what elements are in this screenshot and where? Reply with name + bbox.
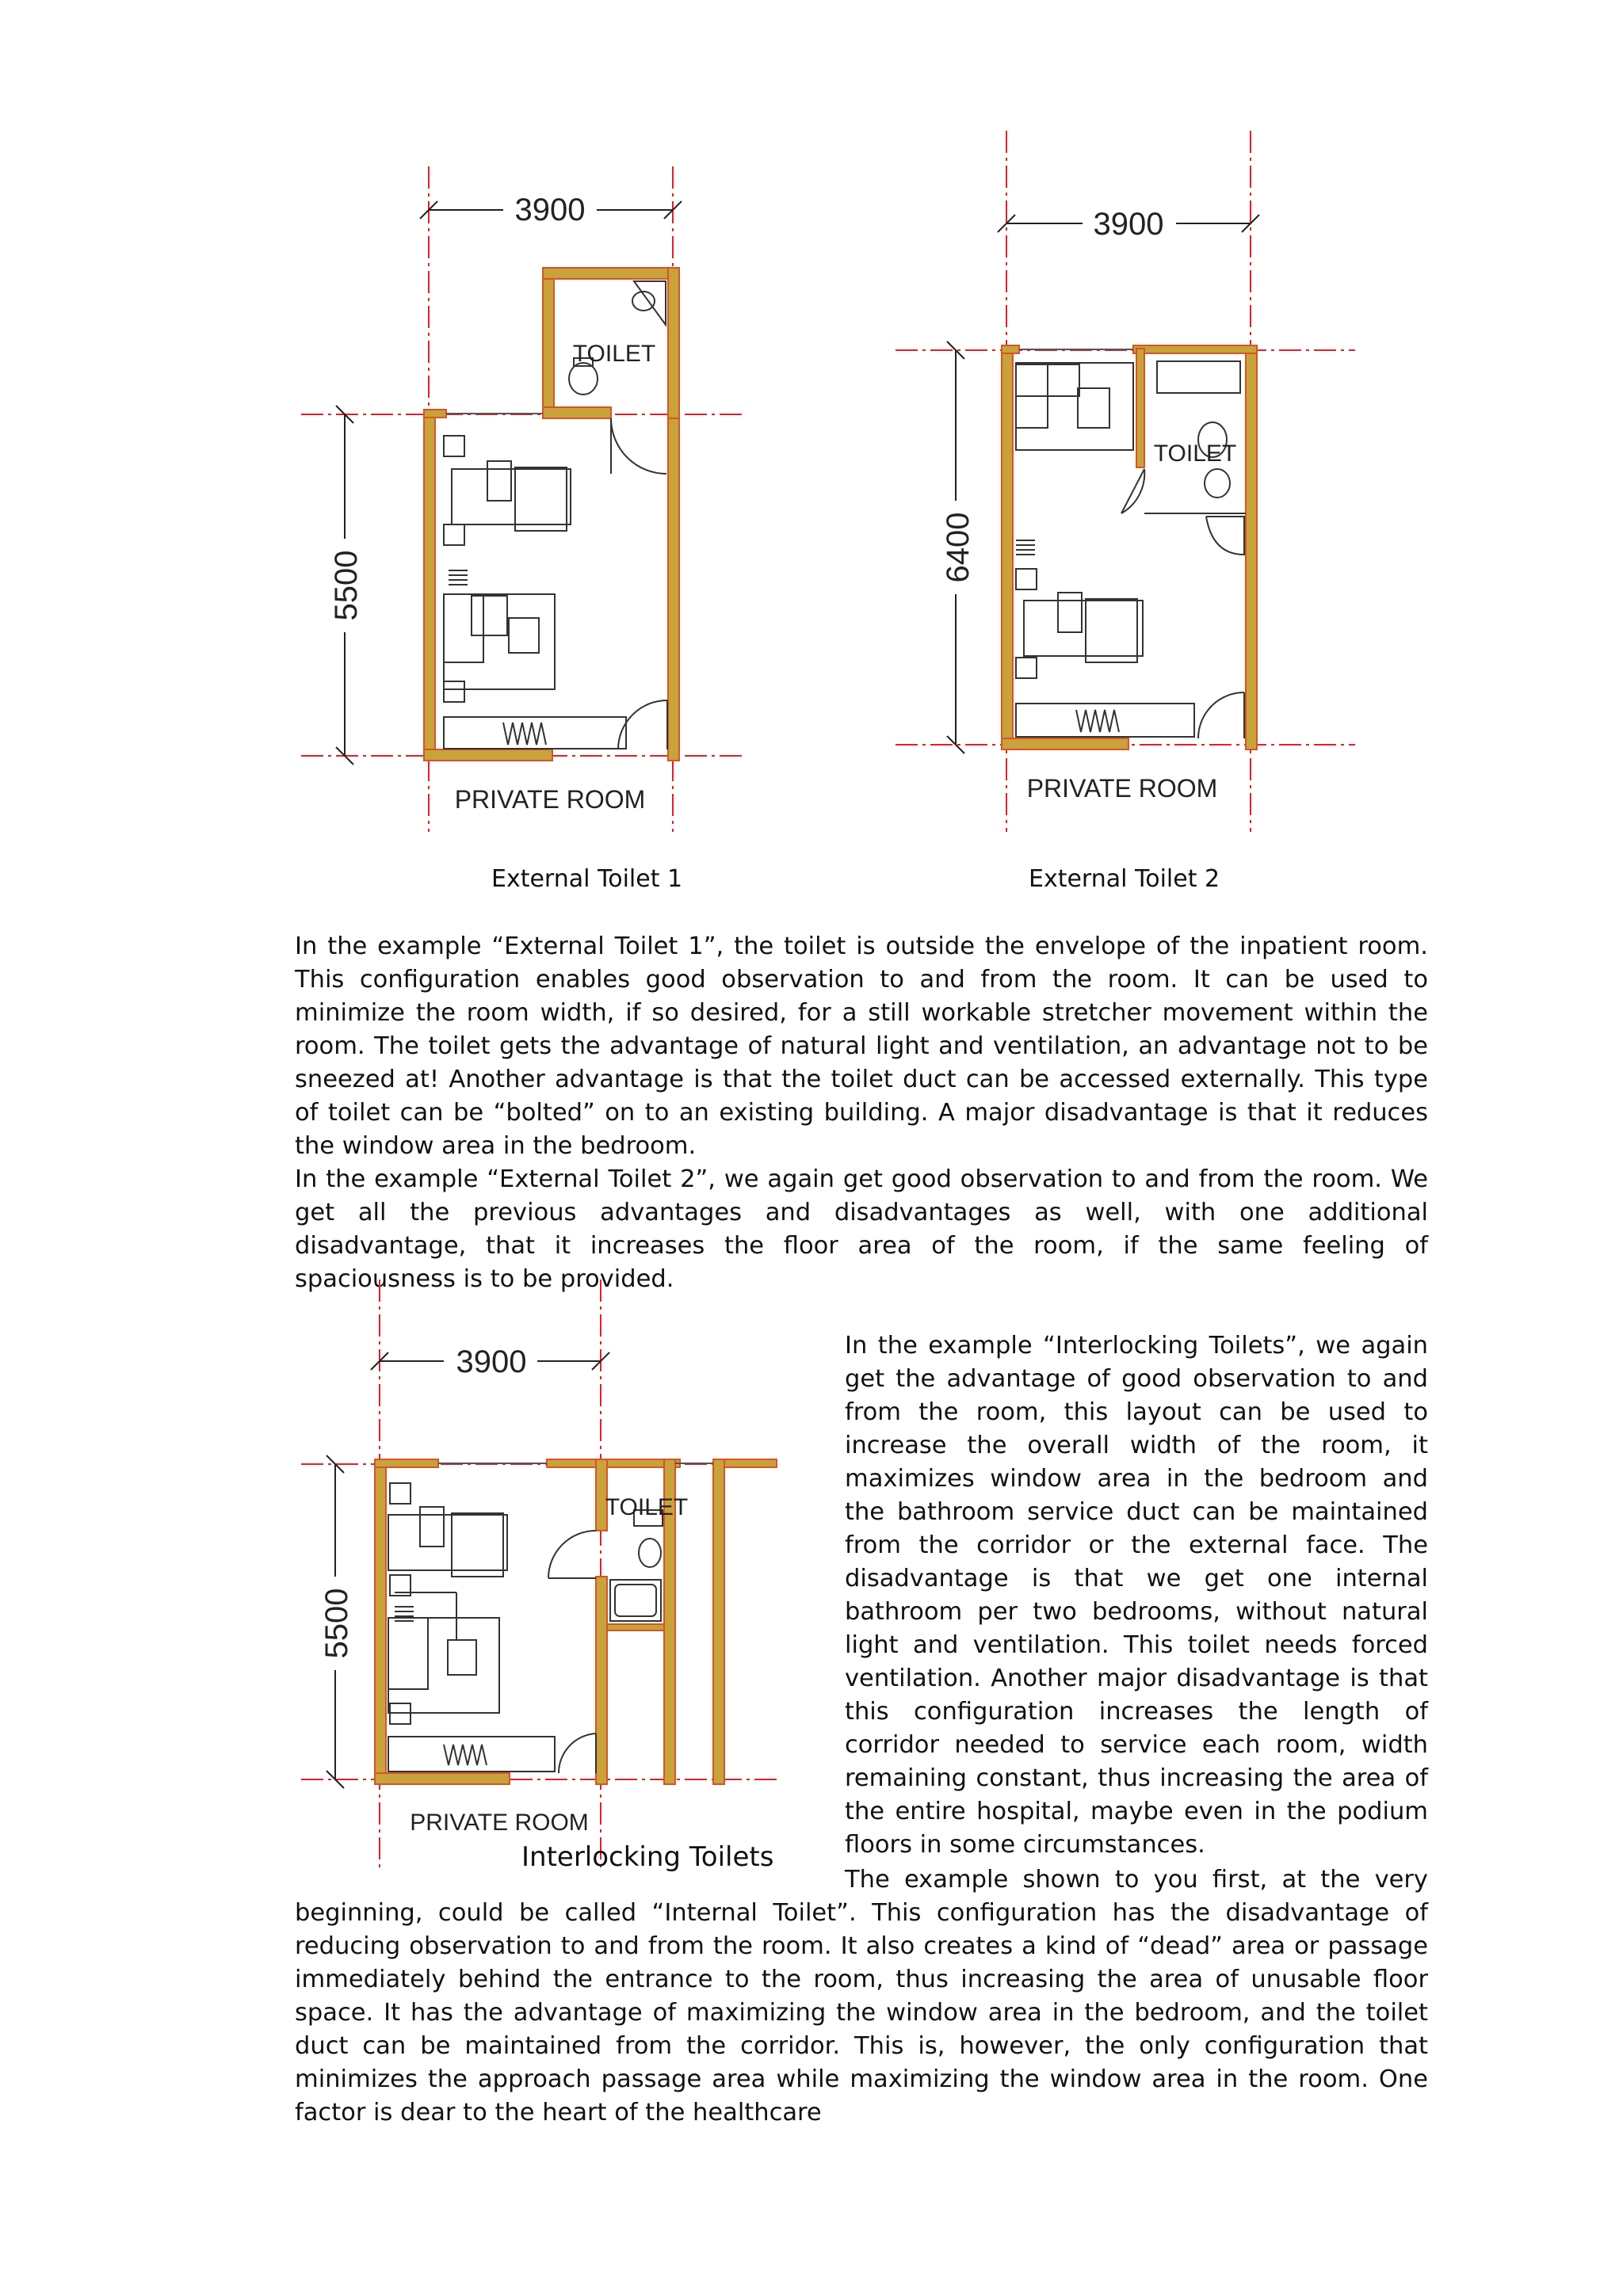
paragraph-interlocking-toilets: In the example “Interlocking Toilets”, we again get the advantage of good observation to and from the room, this layout can be used to increase the overall width of the room, it maximizes window area in the bedroom and the bathroom service duct can be maintained from the corridor or the external face. The disadvantage is that we get one internal bathroom per two bedrooms, without natural light and ventilation. This toilet needs forced ventilation. Another major disadvantage is that this configuration increases the length of corridor needed to service each room, width remaining constant, thus increasing the area of the entire hospital, maybe even in the podium floors in some circumstances. [845, 1332, 1428, 1859]
paragraph-external-toilet-1: In the example “External Toilet 1”, the toilet is outside the envelope of the inpatient room. This configuration enables good observation to and from the room. It can be used to minimize the room width, if so desired, for a still workable stretcher movement within the room. The toilet gets the advantage of natural light and ventilation, an advantage not to be sneezed at! Another advantage is that the toilet duct can be accessed externally. This type of toilet can be “bolted” on to an existing building. A major disadvantage is that it reduces the window area in the bedroom. [295, 933, 1428, 1160]
room-label: PRIVATE ROOM [454, 785, 646, 814]
paragraph-external-toilet-2: In the example “External Toilet 2”, we again get good observation to and from the room. We get all the previous advantages and disadvantages as well, with one additional disadvantage, that it increases the floor area of the room, if the same feeling of spaciousness is to be provided. [295, 1165, 1428, 1293]
toilet-label: TOILET [572, 341, 656, 367]
paragraph-internal-toilet: The example shown to you first, at the very beginning, could be called “Internal Toilet”. This configuration has the disadvantage of reducing observation to and from the room. It also creates a kind of “dead” area or passage immediately behind the entrance to the room, thus increasing the area of unusable floor space. It has the advantage of maximizing the window area in the bedroom, and the toilet duct can be maintained from the corridor. This is, however, the only configuration that minimizes the approach passage area while maximizing the window area in the room. One factor is dear to the heart of the healthcare [295, 1866, 1428, 2126]
dimension-height-label: 5500 [329, 550, 364, 621]
toilet-label: TOILET [1153, 441, 1237, 467]
floor-plan-external-toilet-2 [896, 127, 1371, 840]
floor-plan-interlocking-toilets [301, 1276, 792, 1878]
dimension-width-label: 3900 [456, 1344, 527, 1379]
toilet-label: TOILET [605, 1494, 689, 1520]
dimension-height-label: 6400 [941, 512, 976, 583]
room-label: PRIVATE ROOM [1026, 774, 1218, 803]
floor-plan-external-toilet-1 [301, 127, 745, 840]
room-label: PRIVATE ROOM [410, 1810, 589, 1836]
figure-caption-external-toilet-1: External Toilet 1 [491, 865, 683, 893]
figure-caption-external-toilet-2: External Toilet 2 [1029, 865, 1220, 893]
figure-caption-interlocking-toilets: Interlocking Toilets [521, 1841, 774, 1873]
dimension-width-label: 3900 [1093, 207, 1164, 242]
dimension-height-label: 5500 [319, 1588, 354, 1659]
dimension-width-label: 3900 [514, 193, 586, 227]
